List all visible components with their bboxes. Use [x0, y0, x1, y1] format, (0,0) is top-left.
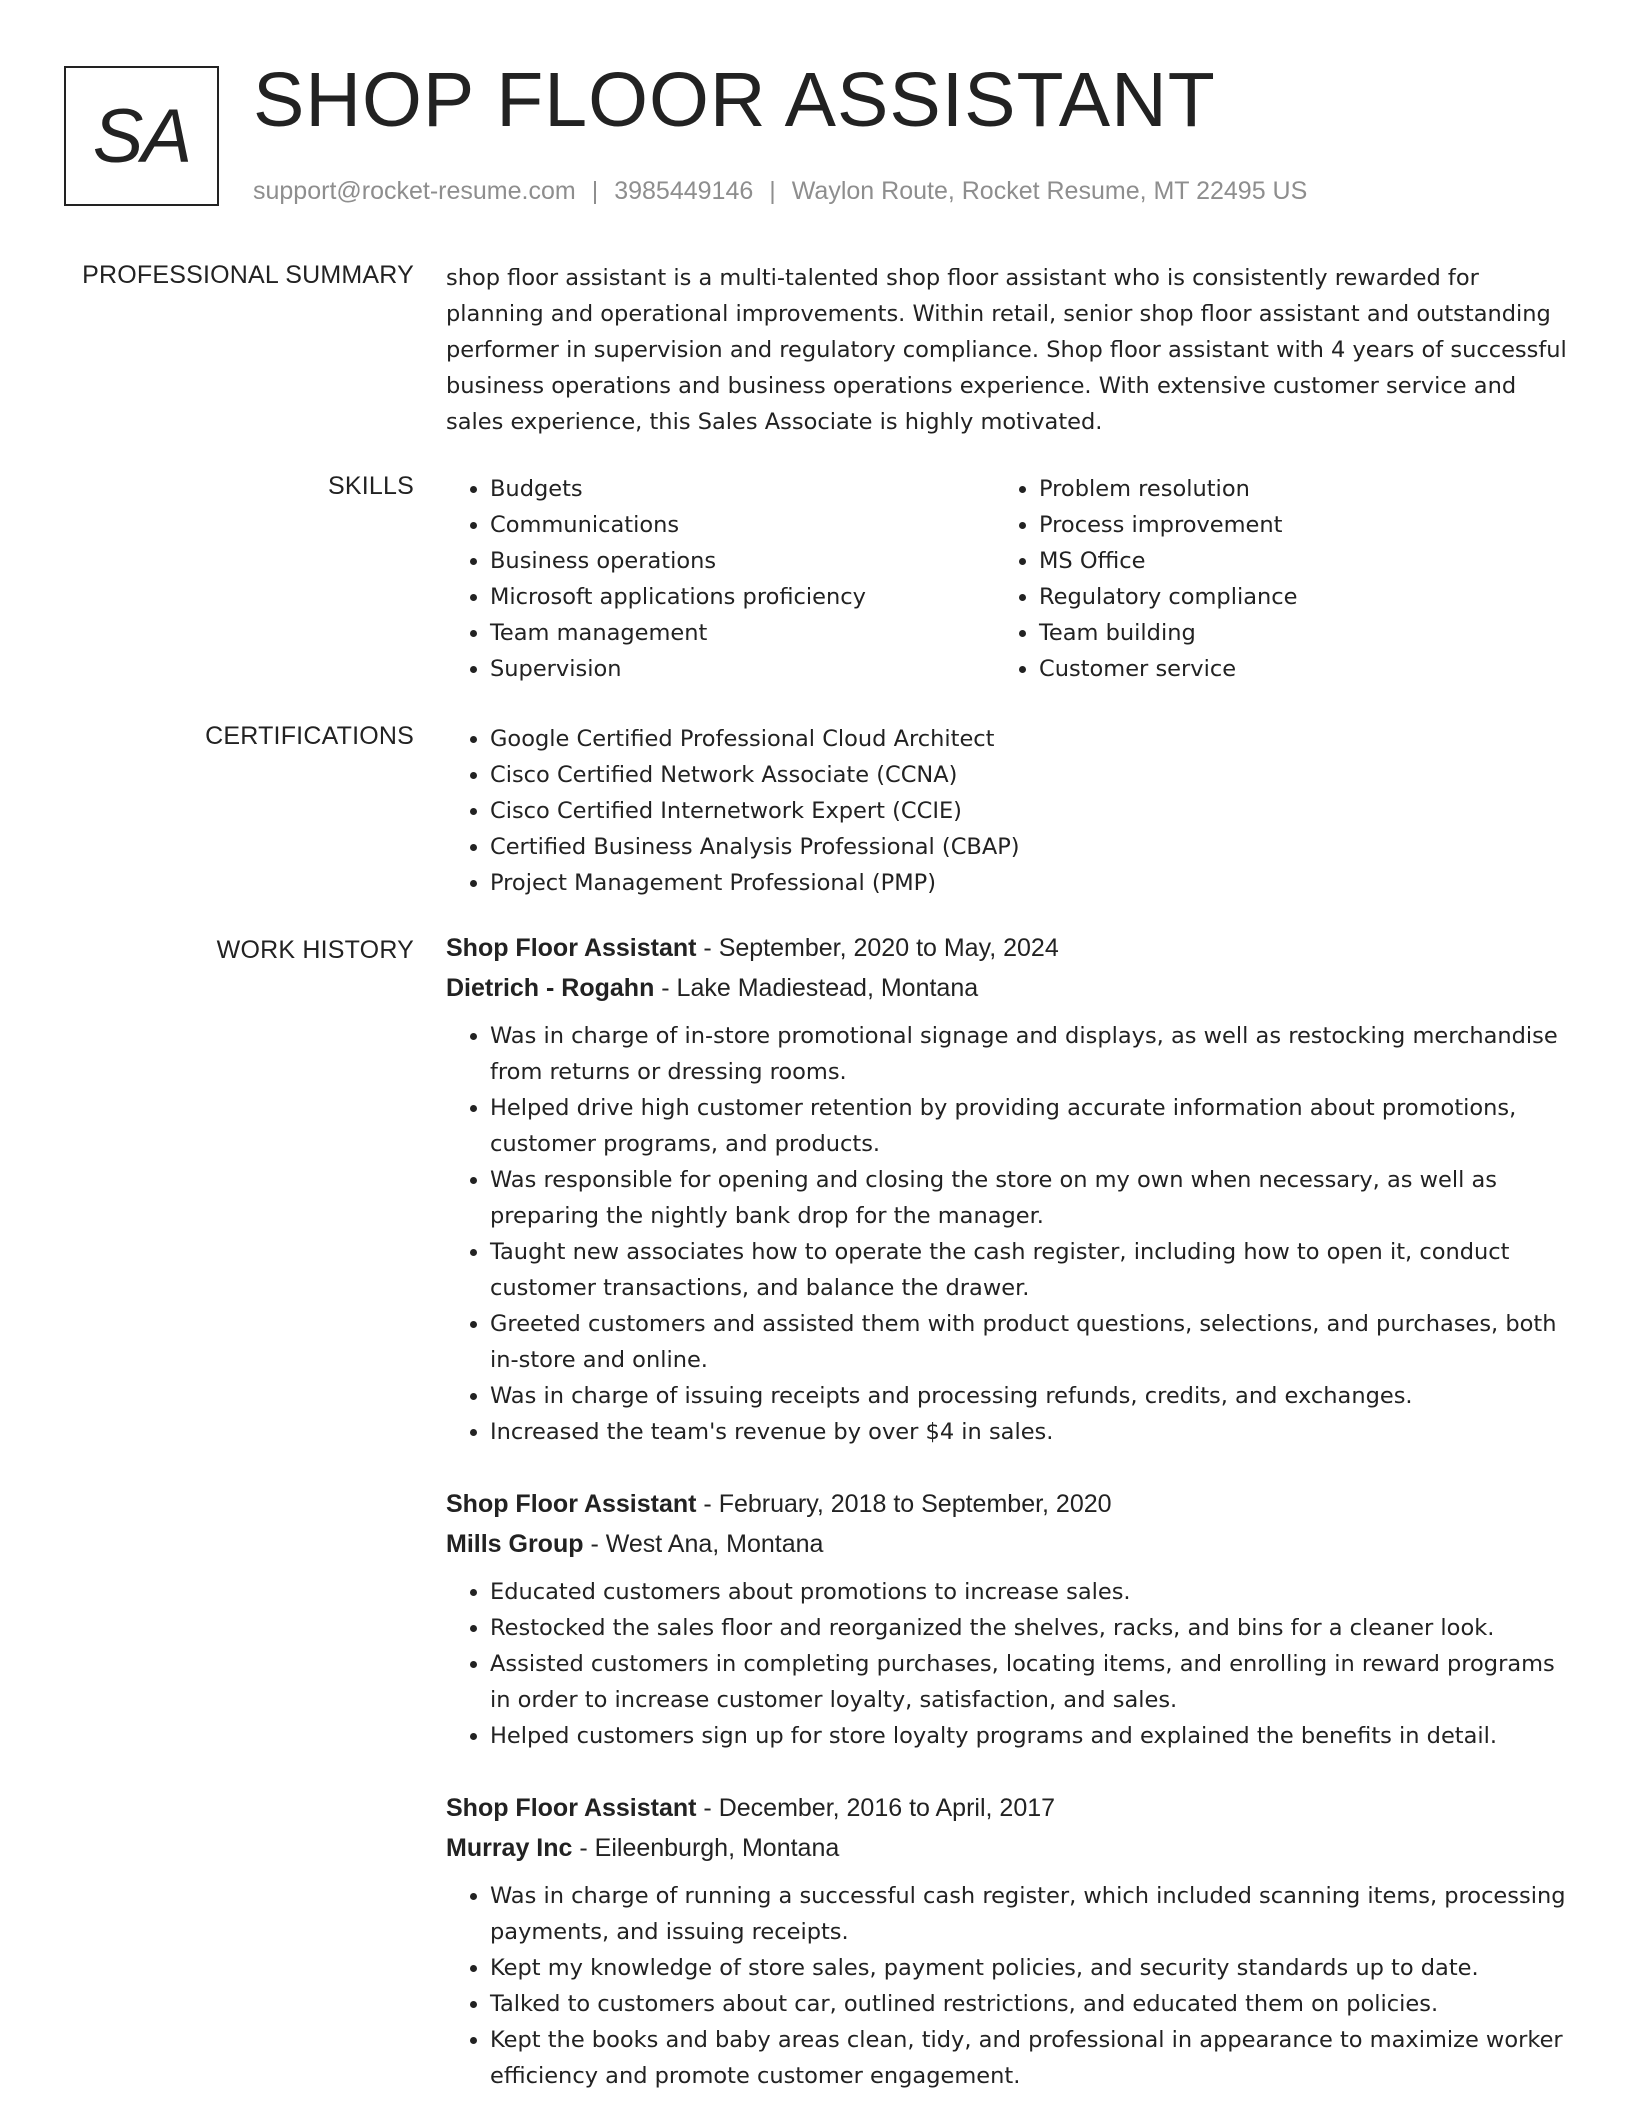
job-entry	[446, 928, 1568, 1450]
job-bullet: • Assisted customers in completing purchases, locating items, and enrolling in reward programs in order to increase customer loyalty, satisfaction, and sales.	[490, 1646, 1568, 1718]
summary-text: shop floor assistant is a multi-talented shop floor assistant who is consistently rewarded for planning and operational improvements. Within retail, senior shop floor assistant and outstanding performer in supervision and regulatory compliance. Shop floor assistant with 4 years of successful business operations and business operations experience. With extensive customer service and sales experience, this Sales Associate is highly motivated.	[446, 265, 1567, 435]
certification-item: • Cisco Certified Internetwork Expert (CCIE)	[490, 793, 1568, 829]
skills-body	[446, 471, 1568, 687]
section-label-summary: PROFESSIONAL SUMMARY	[82, 261, 414, 289]
job-company: Murray Inc	[446, 1834, 573, 1862]
work-history-body	[446, 928, 1568, 2128]
skill-item: • Team management	[490, 615, 995, 651]
skills-list-2	[995, 471, 1544, 687]
job-title-line	[446, 1484, 1568, 1524]
section-label-work-history: WORK HISTORY	[216, 936, 414, 964]
skill-item: • Microsoft applications proficiency	[490, 579, 995, 615]
job-bullet: • Helped drive high customer retention by providing accurate information about promotions, customer programs, and products.	[490, 1090, 1568, 1162]
job-bullet: • Was in charge of issuing receipts and processing refunds, credits, and exchanges.	[490, 1378, 1568, 1414]
job-bullet: • Was responsible for opening and closing the store on my own when necessary, as well as preparing the nightly bank drop for the manager.	[490, 1162, 1568, 1234]
contact-phone: 3985449146	[614, 177, 754, 205]
job-company-line	[446, 1524, 1568, 1564]
contact-line	[253, 175, 1307, 208]
contact-separator: |	[769, 177, 776, 205]
job-title: Shop Floor Assistant	[446, 1490, 697, 1518]
job-location: - West Ana, Montana	[583, 1530, 824, 1558]
certifications-list	[446, 721, 1568, 901]
job-bullet: • Taught new associates how to operate the cash register, including how to open it, conduct customer transactions, and balance the drawer.	[490, 1234, 1568, 1306]
job-bullet: • Greeted customers and assisted them with product questions, selections, and purchases, both in-store and online.	[490, 1306, 1568, 1378]
job-dates: - December, 2016 to April, 2017	[696, 1794, 1056, 1822]
job-company: Mills Group	[446, 1530, 584, 1558]
job-bullet: • Increased the team's revenue by over $4 in sales.	[490, 1414, 1568, 1450]
contact-email: support@rocket-resume.com	[253, 177, 576, 205]
job-title-line	[446, 928, 1568, 968]
monogram-box	[64, 66, 219, 206]
job-bullet: • Was in charge of in-store promotional signage and displays, as well as restocking merchandise from returns or dressing rooms.	[490, 1018, 1568, 1090]
skills-column-2	[995, 471, 1544, 687]
summary-body	[446, 260, 1568, 440]
job-title: Shop Floor Assistant	[446, 1794, 697, 1822]
skills-list-1	[446, 471, 995, 687]
certification-item: • Google Certified Professional Cloud Architect	[490, 721, 1568, 757]
skill-item: • Communications	[490, 507, 995, 543]
resume-title: SHOP FLOOR ASSISTANT	[253, 57, 1216, 143]
job-bullet: • Restocked the sales floor and reorganized the shelves, racks, and bins for a cleaner look.	[490, 1610, 1568, 1646]
skill-item: • Regulatory compliance	[1039, 579, 1544, 615]
certification-item: • Project Management Professional (PMP)	[490, 865, 1568, 901]
skills-column-1	[446, 471, 995, 687]
job-bullets	[446, 1018, 1568, 1450]
section-label-skills: SKILLS	[328, 472, 414, 500]
job-bullets	[446, 1574, 1568, 1754]
job-location: - Eileenburgh, Montana	[572, 1834, 840, 1862]
job-entry	[446, 1484, 1568, 1754]
job-company-line	[446, 1828, 1568, 1868]
skill-item: • Problem resolution	[1039, 471, 1544, 507]
skill-item: • Team building	[1039, 615, 1544, 651]
skills-grid	[446, 471, 1568, 687]
job-dates: - February, 2018 to September, 2020	[696, 1490, 1112, 1518]
contact-separator: |	[591, 177, 599, 205]
job-bullet: • Helped customers sign up for store loyalty programs and explained the benefits in detail.	[490, 1718, 1568, 1754]
job-location: - Lake Madiestead, Montana	[654, 974, 979, 1002]
section-label-certifications: CERTIFICATIONS	[205, 722, 414, 750]
skill-item: • MS Office	[1039, 543, 1544, 579]
skill-item: • Customer service	[1039, 651, 1544, 687]
job-bullet: • Kept the books and baby areas clean, tidy, and professional in appearance to maximize worker efficiency and promote customer engagement.	[490, 2022, 1568, 2094]
monogram-initials: SA	[92, 94, 191, 179]
job-title-line	[446, 1788, 1568, 1828]
job-bullet: • Educated customers about promotions to increase sales.	[490, 1574, 1568, 1610]
certification-item: • Certified Business Analysis Professional (CBAP)	[490, 829, 1568, 865]
skill-item: • Supervision	[490, 651, 995, 687]
job-bullet: • Kept my knowledge of store sales, payment policies, and security standards up to date.	[490, 1950, 1568, 1986]
job-dates: - September, 2020 to May, 2024	[696, 934, 1059, 962]
certification-item: • Cisco Certified Network Associate (CCNA)	[490, 757, 1568, 793]
job-entry	[446, 1788, 1568, 2094]
skill-item: • Business operations	[490, 543, 995, 579]
skill-item: • Budgets	[490, 471, 995, 507]
job-title: Shop Floor Assistant	[446, 934, 697, 962]
contact-address: Waylon Route, Rocket Resume, MT 22495 US	[791, 177, 1308, 205]
job-company-line	[446, 968, 1568, 1008]
job-company: Dietrich - Rogahn	[446, 974, 655, 1002]
certifications-body	[446, 721, 1568, 901]
job-bullets	[446, 1878, 1568, 2094]
job-bullet: • Was in charge of running a successful cash register, which included scanning items, processing payments, and issuing receipts.	[490, 1878, 1568, 1950]
skill-item: • Process improvement	[1039, 507, 1544, 543]
job-bullet: • Talked to customers about car, outlined restrictions, and educated them on policies.	[490, 1986, 1568, 2022]
